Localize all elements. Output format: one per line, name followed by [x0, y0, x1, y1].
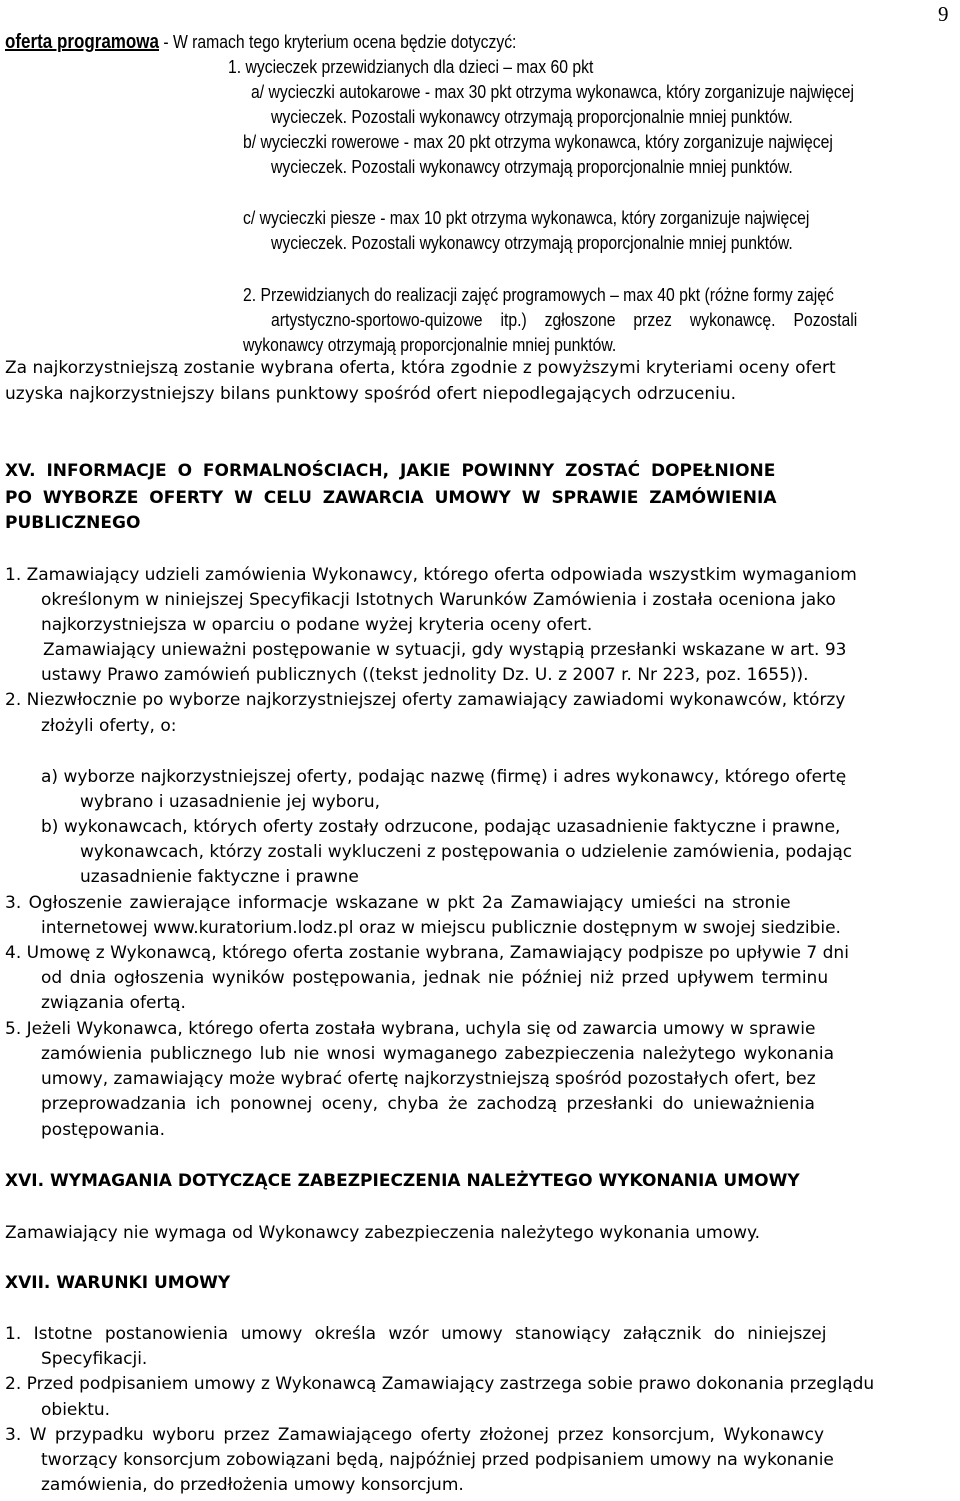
section-xvi-heading: XVI. WYMAGANIA DOTYCZĄCE ZABEZPIECZENIA NALEŻYTEGO WYKONANIA UMOWY [5, 1171, 800, 1191]
item-c-line1: c/ wycieczki piesze - max 10 pkt otrzyma wykonawca, który zorganizuje najwięcej [243, 207, 810, 228]
xv-p5-line1: 5. Jeżeli Wykonawca, którego oferta została wybrana, uchyla się od zawarcia umowy w sprawie [5, 1019, 816, 1039]
summary-line1: Za najkorzystniejszą zostanie wybrana oferta, która zgodnie z powyższymi kryteriami oceny ofert [5, 358, 836, 378]
xv-p2-line2: złożyli oferty, o: [41, 716, 177, 736]
xvii-p3-line2: tworzący konsorcjum zobowiązani będą, najpóźniej przed podpisaniem umowy na wykonanie [41, 1450, 834, 1470]
xv-pa-line1: a) wyborze najkorzystniejszej oferty, podając nazwę (firmę) i adres wykonawcy, którego ofertę [41, 767, 847, 787]
xv-p1-line1: 1. Zamawiający udzieli zamówienia Wykonawcy, którego oferta odpowiada wszystkim wymaganiom [5, 565, 857, 585]
item-a-line1: a/ wycieczki autokarowe - max 30 pkt otrzyma wykonawca, który zorganizuje najwięcej [251, 81, 855, 102]
section-xv-heading-line1: XV. INFORMACJE O FORMALNOŚCIACH, JAKIE POWINNY ZOSTAĆ DOPEŁNIONE [5, 461, 776, 481]
summary-line2: uzyska najkorzystniejszy bilans punktowy spośród ofert niepodlegających odrzuceniu. [5, 384, 737, 404]
xv-p1-line2: określonym w niniejszej Specyfikacji Istotnych Warunków Zamówienia i została oceniona jako [41, 590, 836, 610]
item-2-line2: artystyczno-sportowo-quizowe itp.) zgłoszone przez wykonawcę. Pozostali [271, 309, 858, 330]
xvii-p1-line1: 1. Istotne postanowienia umowy określa wzór umowy stanowiący załącznik do niniejszej [5, 1324, 827, 1344]
xv-p4-line1: 4. Umowę z Wykonawcą, którego oferta zostanie wybrana, Zamawiający podpisze po upływie 7 dni [5, 943, 849, 963]
xv-p1-line3: najkorzystniejsza w oparciu o podane wyżej kryteria oceny ofert. [41, 615, 593, 635]
xvii-p2-line1: 2. Przed podpisaniem umowy z Wykonawcą Zamawiający zastrzega sobie prawo dokonania przeglądu [5, 1374, 875, 1394]
xv-p5-line3: umowy, zamawiający może wybrać ofertę najkorzystniejszą spośród pozostałych ofert, bez [41, 1069, 816, 1089]
criteria-intro-rest: - W ramach tego kryterium ocena będzie dotyczyć: [158, 31, 517, 52]
xv-pb-line1: b) wykonawcach, których oferty zostały odrzucone, podając uzasadnienie faktyczne i prawne, [41, 817, 841, 837]
xv-p4-line2: od dnia ogłoszenia wyników postępowania, jednak nie później niż przed upływem terminu [41, 968, 829, 988]
page-number: 9 [938, 2, 949, 26]
xv-p4-line3: związania ofertą. [41, 993, 186, 1013]
item-2-line1: 2. Przewidzianych do realizacji zajęć programowych – max 40 pkt (różne formy zajęć [243, 284, 834, 305]
section-xv-heading-line3: PUBLICZNEGO [5, 513, 141, 533]
xv-pb-line2: wykonawcach, którzy zostali wykluczeni z postępowania o udzielenie zamówienia, podając [80, 842, 853, 862]
xv-p5-line2: zamówienia publicznego lub nie wnosi wymaganego zabezpieczenia należytego wykonania [41, 1044, 835, 1064]
xv-p5-line5: postępowania. [41, 1120, 166, 1140]
xv-p1-line5: ustawy Prawo zamówień publicznych ((tekst jednolity Dz. U. z 2007 r. Nr 223, poz. 1655)). [41, 665, 809, 685]
item-a-line2: wycieczek. Pozostali wykonawcy otrzymają proporcjonalnie mniej punktów. [271, 106, 793, 127]
item-1-title: 1. wycieczek przewidzianych dla dzieci – max 60 pkt [228, 56, 594, 77]
criteria-intro-bold: oferta programowa [5, 31, 159, 53]
xv-p2-line1: 2. Niezwłocznie po wyborze najkorzystniejszej oferty zamawiający zawiadomi wykonawców, którzy [5, 690, 846, 710]
item-b-line1: b/ wycieczki rowerowe - max 20 pkt otrzyma wykonawca, który zorganizuje najwięcej [243, 131, 833, 152]
xvii-p3-line1: 3. W przypadku wyboru przez Zamawiającego oferty złożonej przez konsorcjum, Wykonawcy [5, 1425, 825, 1445]
xv-pa-line2: wybrano i uzasadnienie jej wyboru, [80, 792, 380, 812]
xv-p3-line1: 3. Ogłoszenie zawierające informacje wskazane w pkt 2a Zamawiający umieści na stronie [5, 893, 791, 913]
xvii-p3-line3: zamówienia, do przedłożenia umowy konsorcjum. [41, 1475, 464, 1495]
item-c-line2: wycieczek. Pozostali wykonawcy otrzymają proporcjonalnie mniej punktów. [271, 232, 793, 253]
xv-p3-line2: internetowej www.kuratorium.lodz.pl oraz w miejscu publicznie dostępnym w swojej siedzibie. [41, 918, 841, 938]
item-b-line2: wycieczek. Pozostali wykonawcy otrzymają proporcjonalnie mniej punktów. [271, 156, 793, 177]
xv-p1-line4: Zamawiający unieważni postępowanie w sytuacji, gdy wystąpią przesłanki wskazane w art. 93 [43, 640, 847, 660]
xvii-p2-line2: obiektu. [41, 1400, 111, 1420]
item-2-line3: wykonawcy otrzymają proporcjonalnie mniej punktów. [243, 334, 617, 355]
section-xvii-heading: XVII. WARUNKI UMOWY [5, 1273, 231, 1293]
xv-p5-line4: przeprowadzania ich ponownej oceny, chyba że zachodzą przesłanki do unieważnienia [41, 1094, 815, 1114]
section-xv-heading-line2: PO WYBORZE OFERTY W CELU ZAWARCIA UMOWY W SPRAWIE ZAMÓWIENIA [5, 488, 777, 508]
criteria-intro [5, 31, 516, 54]
xv-pb-line3: uzasadnienie faktyczne i prawne [80, 867, 359, 887]
xvii-p1-line2: Specyfikacji. [41, 1349, 148, 1369]
section-xvi-text: Zamawiający nie wymaga od Wykonawcy zabezpieczenia należytego wykonania umowy. [5, 1223, 761, 1243]
